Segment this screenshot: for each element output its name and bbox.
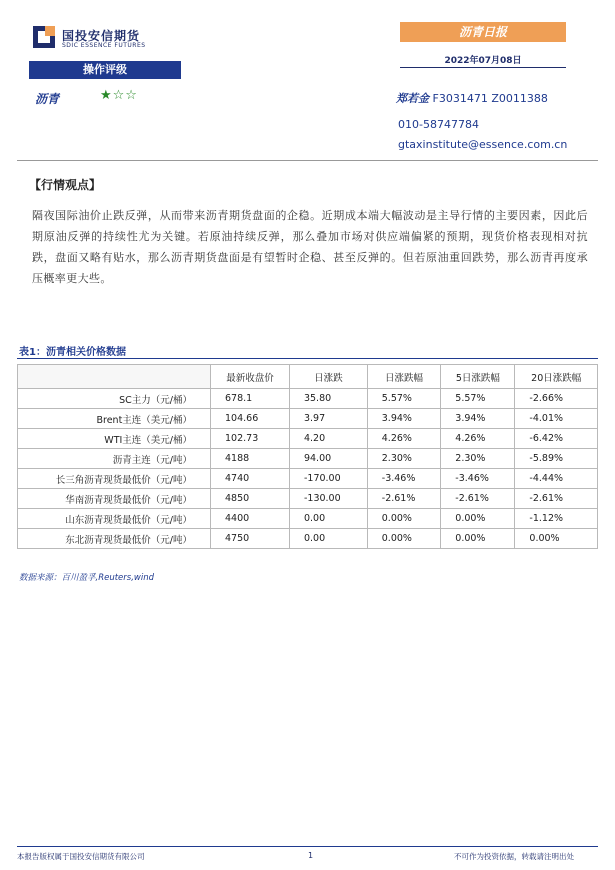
- table-cell: 4400: [211, 509, 290, 529]
- table-cell: 5.57%: [367, 389, 441, 409]
- table-cell: 4740: [211, 469, 290, 489]
- header-divider: [400, 67, 566, 68]
- table-cell: 0.00: [289, 529, 367, 549]
- table-cell: 35.80: [289, 389, 367, 409]
- table-header-cell: 最新收盘价: [211, 365, 290, 389]
- data-source-note: 数据来源：百川盈孚,Reuters,wind: [19, 573, 155, 583]
- table-cell: 0.00%: [367, 509, 441, 529]
- table-row: [18, 389, 598, 409]
- analyst-license-2: Z0011388: [491, 92, 548, 105]
- footer-disclaimer: 不可作为投资依据，转载请注明出处: [454, 852, 574, 861]
- row-label: 长三角沥青现货最低价（元/吨）: [18, 469, 211, 489]
- analyst-name: 郑若金: [396, 92, 429, 105]
- report-date: 2022年07月08日: [444, 56, 522, 66]
- row-label: 山东沥青现货最低价（元/吨）: [18, 509, 211, 529]
- table-row: [18, 449, 598, 469]
- table-header-cell: [18, 365, 211, 389]
- table-cell: -4.01%: [515, 409, 598, 429]
- row-label: 沥青主连（元/吨）: [18, 449, 211, 469]
- table-row: [18, 469, 598, 489]
- table-header-cell: 5日涨跌幅: [441, 365, 515, 389]
- rating-banner: 操作评级: [29, 61, 181, 79]
- table-cell: 2.30%: [441, 449, 515, 469]
- table-cell: 104.66: [211, 409, 290, 429]
- table-cell: 3.94%: [441, 409, 515, 429]
- commodity-name: 沥青: [35, 92, 60, 106]
- table-cell: -1.12%: [515, 509, 598, 529]
- table-cell: 3.97: [289, 409, 367, 429]
- table-cell: -3.46%: [367, 469, 441, 489]
- analyst-line: [396, 90, 548, 106]
- table-cell: -6.42%: [515, 429, 598, 449]
- table-cell: -4.44%: [515, 469, 598, 489]
- price-data-table: [17, 364, 598, 549]
- table-cell: -2.61%: [515, 489, 598, 509]
- company-logo-icon: [33, 26, 55, 48]
- table-cell: -130.00: [289, 489, 367, 509]
- table-row: [18, 489, 598, 509]
- footer-copyright: 本报告版权属于国投安信期货有限公司: [17, 852, 145, 861]
- analyst-phone: 010-58747784: [398, 118, 479, 131]
- table-cell: 4750: [211, 529, 290, 549]
- footer-divider: [17, 846, 598, 847]
- table-header-cell: 日涨跌幅: [367, 365, 441, 389]
- row-label: WTI主连（美元/桶）: [18, 429, 211, 449]
- report-type-badge: 沥青日报: [400, 22, 566, 42]
- section-title: 【行情观点】: [29, 178, 102, 192]
- row-label: 东北沥青现货最低价（元/吨）: [18, 529, 211, 549]
- table-row: [18, 409, 598, 429]
- table-row: [18, 529, 598, 549]
- table-row: [18, 509, 598, 529]
- analyst-email-link[interactable]: gtaxinstitute@essence.com.cn: [398, 138, 568, 151]
- row-label: SC主力（元/桶）: [18, 389, 211, 409]
- table-cell: 102.73: [211, 429, 290, 449]
- table-cell: 4.26%: [367, 429, 441, 449]
- table-cell: 4.26%: [441, 429, 515, 449]
- table-cell: 2.30%: [367, 449, 441, 469]
- table-cell: -2.61%: [441, 489, 515, 509]
- company-name-en: SDIC ESSENCE FUTURES: [62, 42, 146, 49]
- rating-stars-icon: ★☆☆: [100, 88, 138, 103]
- table-title-divider: [17, 358, 598, 359]
- table-cell: 3.94%: [367, 409, 441, 429]
- table-cell: 0.00%: [441, 509, 515, 529]
- table-cell: -3.46%: [441, 469, 515, 489]
- table-cell: -5.89%: [515, 449, 598, 469]
- table-header-cell: 日涨跌: [289, 365, 367, 389]
- table-title: 表1：沥青相关价格数据: [19, 347, 126, 358]
- table-cell: 94.00: [289, 449, 367, 469]
- table-cell: 0.00%: [367, 529, 441, 549]
- table-header-cell: 20日涨跌幅: [515, 365, 598, 389]
- table-cell: -2.61%: [367, 489, 441, 509]
- row-label: Brent主连（美元/桶）: [18, 409, 211, 429]
- table-row: [18, 429, 598, 449]
- page-number: 1: [308, 851, 314, 860]
- table-cell: -2.66%: [515, 389, 598, 409]
- table-cell: 678.1: [211, 389, 290, 409]
- row-label: 华南沥青现货最低价（元/吨）: [18, 489, 211, 509]
- table-cell: 0.00: [289, 509, 367, 529]
- market-view-paragraph: 隔夜国际油价止跌反弹，从而带来沥青期货盘面的企稳。近期成本端大幅波动是主导行情的主要因素，因此后期原油反弹的持续性尤为关键。若原油持续反弹，那么叠加市场对供应端偏紧的预期，现货价格表现相对抗跌，盘面又略有贴水，那么沥青期货盘面是有望暂时企稳、甚至反弹的。但若原油重回跌势，那么沥青再度承压概率更大些。: [32, 209, 588, 285]
- table-cell: -170.00: [289, 469, 367, 489]
- table-cell: 0.00%: [441, 529, 515, 549]
- table-cell: 0.00%: [515, 529, 598, 549]
- table-cell: 4188: [211, 449, 290, 469]
- table-cell: 4.20: [289, 429, 367, 449]
- company-name-cn: 国投安信期货: [62, 29, 141, 43]
- analyst-license-1: F3031471: [432, 92, 488, 105]
- table-cell: 4850: [211, 489, 290, 509]
- section-divider: [17, 160, 598, 161]
- table-header-row: [18, 365, 598, 389]
- table-cell: 5.57%: [441, 389, 515, 409]
